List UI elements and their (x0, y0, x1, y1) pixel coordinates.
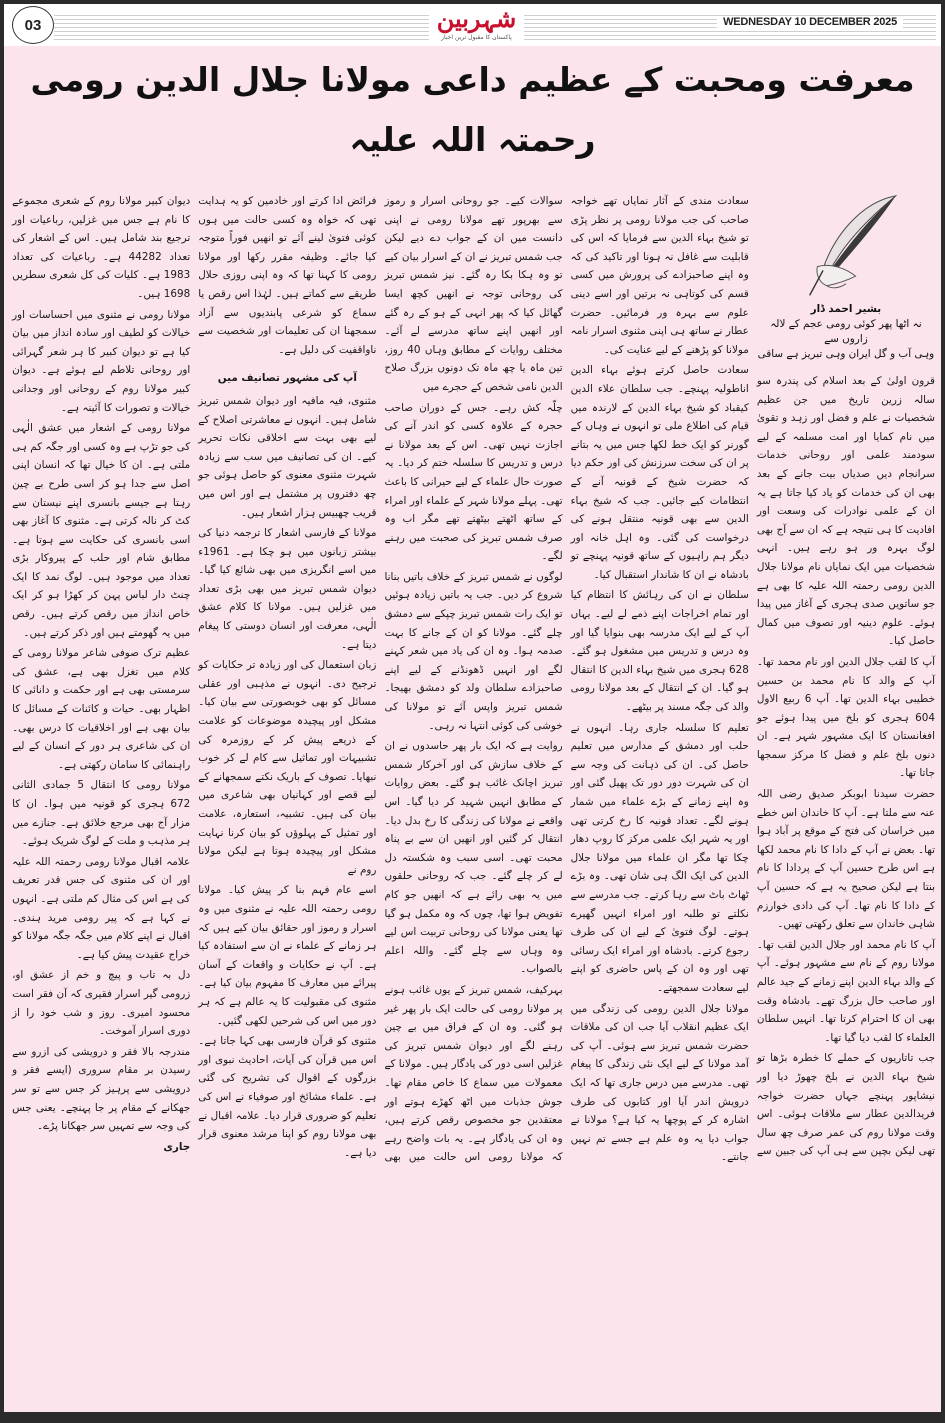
paragraph: دیوان کبیر مولانا روم کے شعری مجموعے کا نام ہے جس میں غزلیں، رباعیات اور ترجیع بند شامل ہیں۔ اس کے اشعار کی تعداد 44282 ہے۔ رباعیات کی تعداد 1983 ہے۔ کلیات کی کل شعری سطریں 1698 ہیں۔ (12, 195, 191, 300)
paragraph: تعلیم کا سلسلہ جاری رہا۔ انہوں نے حلب اور دمشق کے مدارس میں تعلیم حاصل کی۔ ان کی ذہانت کی وجہ سے ان کی شہرت دور دور تک پھیل گئی اور وہ اپنے زمانے کے بڑے علماء میں شمار ہونے لگے۔ تعداد قونیہ کا رخ کرتی تھی اور یہ شہر ایک علمی مرکز کا روپ دھار چکا تھا مگر ان علماء میں مولانا جلال الدین کی ایک الگ ہی شان تھی۔ وہ بڑے ٹھاٹ باٹ سے رہا کرتے۔ جب مدرسے سے نکلتے تو طلبہ اور امراء انہیں گھیرے ہوتے۔ لوگ فتویٰ کے لیے ان کی طرف رجوع کرتے۔ بادشاہ اور امراء ایک رسائی تھی اور وہ ان کے پاس حاضری کو اپنے لیے سعادت سمجھتے۔ (570, 721, 749, 994)
paragraph: سعادت حاصل کرتے ہوئے بہاء الدین اناطولیہ پہنچے۔ جب سلطان علاء الدین کیقباد کو شیخ بہاء الدین کے لارندہ میں قیام کی اطلاع ملی تو انہوں نے وہاں کے گورنر کو ایک خط لکھا جس میں یہ بتانے پر ان کی سخت سرزنش کی اور حکم دیا کہ حضرت شیخ کے قونیہ آنے کے انتظامات کیے جائیں۔ جب کہ شیخ بہاء الدین سے بھی قونیہ منتقل ہونے کی درخواست کی گئی۔ وہ اہل خانہ اور دیگر ہم راہیوں کے ساتھ قونیہ پہنچے تو بادشاہ نے ان کا شاندار استقبال کیا۔ (570, 364, 749, 581)
paragraph: روایت ہے کہ ایک بار پھر حاسدوں نے ان کے خلاف سازش کی اور آخرکار شمس تبریز اچانک غائب ہو گئے۔ بعض روایات کے مطابق انہیں شہید کر دیا گیا۔ اس واقعے نے مولانا کی زندگی کا رخ بدل دیا۔ انتقال کر گئیں اور انھیں ان سے بے پناہ محبت تھی۔ اسی سبب وہ شکستہ دل لے کر چلے گئے۔ جب کہ روحانی حلقوں میں یہ بھی رائے ہے کہ انھیں جو کام تفویض ہوا تھا، چوں کہ وہ مکمل ہو گیا تھا یعنی مولانا کی روحانی تربیت اس لیے وہ وہاں سے چلے گئے۔ واللہ اعلم بالصواب۔ (384, 740, 563, 976)
section-subheading: آپ کی مشہور تصانیف میں (217, 372, 357, 385)
couplet-line-1: نہ اٹھا پھر کوئی رومی عجم کے لالہ زاروں سے (770, 318, 922, 345)
issue-date: WEDNESDAY 10 DECEMBER 2025 (717, 16, 903, 28)
newspaper-page (4, 4, 941, 1412)
paragraph: جب تاتاریوں کے حملے کا خطرہ بڑھا تو شیخ بہاء الدین نے بلخ چھوڑ دیا اور نیشاپور پہنچے جہاں حضرت خواجہ فریدالدین عطار سے ملاقات ہوئی۔ اس وقت مولانا روم کی عمر صرف چھ سال تھی لیکن بچپن سے ہی آپ کی جبین سے سعادت مندی کے آثار نمایاں تھے خواجہ صاحب کی جب مولانا رومی پر نظر پڑی تو شیخ بہاء الدین سے فرمایا کہ اس کی قابلیت سے غافل نہ ہونا اور تاکید کی کہ وہ اپنے صاحبزادے کی پرورش میں کسی قسم کی کوتاہی نہ برتیں اور اسے دینی علوم سے بہرہ ور فرمائیں۔ حضرت عطار نے ساتھ ہی اپنی مثنوی اسرار نامہ مولانا کو پڑھنے کے لیے عنایت کی۔ (570, 195, 935, 1158)
article-title: معرفت ومحبت کے عظیم داعی مولانا جلال الدین رومی رحمتہ اللہ علیہ (30, 60, 915, 159)
paragraph: مولانا کے فارسی اشعار کا ترجمہ دنیا کی بیشتر زبانوں میں ہو چکا ہے۔ 1961ء میں اسے انگریزی میں بھی شائع کیا گیا۔ دیوان شمس تبریز میں بھی بڑی تعداد میں غزلیں ہیں۔ مولانا کا کلام عشق الٰہی، معرفت اور انسان دوستی کا پیغام دیتا ہے۔ (198, 527, 377, 651)
paragraph: مولانا رومی کا انتقال 5 جمادی الثانی 672 ہجری کو قونیہ میں ہوا۔ ان کا مزار آج بھی مرجع خلائق ہے۔ جنازے میں ہر مذہب و ملت کے لوگ شریک ہوئے۔ (12, 779, 191, 848)
paragraph: مندرجہ بالا فقر و درویشی کی ازرو سے رسیدن بر مقام سروری (ایسے فقر و درویشی سے پرہیز کر جس سے تو سر جھکانے کے مقام پر جا پہنچے۔ یعنی جس کی وجہ سے تمہیں سر جھکانا پڑے۔ (12, 1045, 191, 1133)
paragraph: مولانا رومی کے اشعار میں عشق الٰہی کی جو تڑپ ہے وہ کسی اور جگہ کم ہی ملتی ہے۔ ان کا خیال تھا کہ انسان اپنی اصل سے جدا ہو کر اسی طرح بے چین رہتا ہے جیسے بانسری اپنے نیستان سے کٹ کر نالہ کرتی ہے۔ مثنوی کا آغاز بھی اسی بانسری کی حکایت سے ہوتا ہے۔ مطابق شام اور حلب کے پیروکار بڑی تعداد میں موجود ہیں۔ لوگ نمد کا ایک چنٹ دار لباس پہن کر کھڑا ہو کر ایک خاص انداز میں رقص کرتے ہیں۔ رقص میں یہ گھومتے ہیں اور ذکر کرتے ہیں۔ (12, 422, 191, 639)
paragraph: قرون اولیٰ کے بعد اسلام کی پندرہ سو سالہ زرین تاریخ میں جن عظیم شخصیات نے علم و فضل اور زہد و تقویٰ میں نام کمایا اور امت مسلمہ کے لیے سودمند علمی اور روحانی خدمات سرانجام دیں صدیاں بیت جانے کے بعد بھی ان کی خدمات کو یاد کیا جاتا ہے یہ ان کے علمی نوادرات کی وسعت اور افادیت کا ہی نتیجہ ہے کہ ان سے آج بھی لوگ بہرہ ور ہو رہے ہیں۔ انہی شخصیات میں ایک نمایاں نام مولانا جلال الدین رومی رحمتہ اللہ علیہ کا بھی ہے جو ساتویں صدی ہجری کے آغاز میں پیدا ہوئے۔ علوم دینیہ اور تصوف میں کمال حاصل کیا۔ (756, 375, 935, 648)
paragraph: آپ کا لقب جلال الدین اور نام محمد تھا۔ آپ کے والد کا نام محمد بن حسین خطیبی بہاء الدین تھا۔ آپ 6 ربیع الاول 604 ہجری کو بلخ میں پیدا ہوئے جو افغانستان کا ایک مشہور شہر ہے۔ ان دنوں بلخ علم و فضل کا مرکز سمجھا جاتا تھا۔ (756, 655, 936, 780)
author-name: بشیر احمد ڈار (810, 303, 882, 315)
paragraph: مثنوی کو قرآن فارسی بھی کہا جاتا ہے۔ اس میں قرآن کی آیات، احادیث نبوی اور بزرگوں کے اقوال کی تشریح کی گئی ہے۔ علماء مشائخ اور صوفیاء نے اس کی تعلیم کو ضروری قرار دیا۔ علامہ اقبال نے بھی مولانا روم کو اپنا مرشد معنوی قرار دیا ہے۔ (198, 1035, 377, 1159)
paragraph: لوگوں نے شمس تبریز کے خلاف باتیں بنانا شروع کر دیں۔ جب یہ باتیں زیادہ ہوئیں تو ایک رات شمس تبریز چپکے سے دمشق چلے گئے۔ مولانا کو ان کے جانے کا بہت صدمہ ہوا۔ وہ ان کی یاد میں شعر کہنے لگے اور انہیں ڈھونڈنے کے لیے اپنے صاحبزادے سلطان ولد کو دمشق بھیجا۔ شمس تبریز واپس آئے تو مولانا کی خوشی کی کوئی انتہا نہ رہی۔ (384, 570, 563, 732)
paragraph: مولانا جلال الدین رومی کی زندگی میں ایک عظیم انقلاب آیا جب ان کی ملاقات حضرت شمس تبریز سے ہوئی۔ آپ کی آمد مولانا کے لیے ایک نئی زندگی کا پیغام تھی۔ مدرسے میں درس جاری تھا کہ ایک درویش اندر آیا اور کتابوں کی طرف اشارہ کر کے پوچھا یہ کیا ہے؟ مولانا نے جواب دیا یہ وہ علم ہے جسے تم نہیں جانتے۔ (570, 1002, 749, 1164)
paragraph: سلطان نے ان کی رہائش کا انتظام کیا اور تمام اخراجات اپنے ذمے لے لیے۔ یہاں آپ کے لیے ایک مدرسہ بھی بنوایا گیا اور وہ درس و تدریس میں مشغول ہو گئے۔ 628 ہجری میں شیخ بہاء الدین کا انتقال ہو گیا۔ ان کے انتقال کے بعد مولانا رومی والد کی جگہ مسند پر بیٹھے۔ (570, 589, 749, 714)
couplet-line-2: وہی آب و گل ایران وہی تبریز ہے ساقی (757, 348, 935, 360)
paragraph: چلّہ کش رہے۔ جس کے دوران صاحب حجرہ کے علاوہ کسی کو اندر آنے کی اجازت نہیں تھی۔ اس کے بعد مولانا نے درس و تدریس کا سلسلہ ختم کر دیا۔ یہ صورت حال علماء کے لیے حیرانی کا باعث تھی۔ پہلے مولانا شہر کے علماء اور امراء کے ساتھ اٹھتے بیٹھتے تھے مگر اب وہ صرف شمس تبریز کی صحبت میں رہنے لگے۔ (384, 401, 563, 563)
quill-pen-illustration (786, 192, 906, 302)
paragraph: مثنوی، فیہ مافیہ اور دیوان شمس تبریز شامل ہیں۔ انہوں نے معاشرتی اصلاح کے لیے بھی بہت سے اخلاقی نکات تحریر کیے۔ ان کی تصانیف میں سب سے زیادہ شہرت مثنوی معنوی کو حاصل ہوئی جو چھ دفتروں پر مشتمل ہے اور اس میں قریب چھبیس ہزار اشعار ہیں۔ (198, 394, 377, 519)
paragraph: آپ کا نام محمد اور جلال الدین لقب تھا۔ مولانا روم کے نام سے مشہور ہوئے۔ آپ کے والد بہاء الدین اپنے زمانے کے جید عالم اور صاحب حال بزرگ تھے۔ بادشاہ وقت بھی ان کا احترام کرتا تھا۔ انہیں سلطان العلماء کا لقب دیا گیا تھا۔ (756, 938, 935, 1044)
page-number: 03 (12, 6, 54, 44)
paragraph: علامہ اقبال مولانا رومی رحمتہ اللہ علیہ اور ان کی مثنوی کی جس قدر تعریف کی ہے اس کی مثال کم ملتی ہے۔ انہوں نے کہا ہے کہ پیر رومی مرید ہندی۔ اقبال نے اپنے کلام میں جگہ جگہ مولانا کو خراج عقیدت پیش کیا ہے۔ (12, 855, 191, 961)
paragraph: مولانا رومی نے مثنوی میں احساسات اور خیالات کو لطیف اور سادہ انداز میں بیان کیا ہے تو دیوان کبیر کا ہر شعر گہرائی اور روحانی تلاطم لیے ہوئے ہے۔ دیوان کبیر مولانا روم کے روحانی اور وجدانی خیالات و تصورات کا آئینہ ہے۔ (12, 308, 191, 414)
continued-label: جاری (163, 1140, 191, 1153)
paragraph: عظیم ترک صوفی شاعر مولانا رومی کے کلام میں تغزل بھی ہے، عشق کی سرمستی بھی ہے اور حکمت و دانائی کا اظہار بھی۔ حیات و کائنات کے مسائل کا بیان بھی ہے اور اخلاقیات کا درس بھی۔ ان کی شاعری ہر دور کے انسان کے لیے راہنمائی کا سامان رکھتی ہے۔ (12, 647, 191, 771)
paragraph: دل بہ تاب و پیچ و خم از عشق او، زرومی گیر اسرار فقیری کہ آن فقر است محسود امیری۔ روز و شب خود را از دوری اسرار آموخت۔ (12, 969, 191, 1038)
paragraph: حضرت سیدنا ابوبکر صدیق رضی اللہ عنہ سے ملتا ہے۔ آپ کا خاندان اس خطے میں خراسان کی فتح کے موقع پر آباد ہوا تھا۔ بعض نے آپ کے دادا کا نام محمد لکھا ہے اس طرح حسین آپ کے پردادا کا نام بنتا ہے لیکن صحیح یہ ہے کہ حسین آپ کے دادا کا نام تھا۔ آپ کی دادی خوارزم شاہی خاندان سے تعلق رکھتی تھیں۔ (756, 788, 935, 931)
newspaper-logo (429, 4, 524, 46)
paragraph: زبان استعمال کی اور زیادہ تر حکایات کو ترجیح دی۔ انہوں نے مذہبی اور عقلی مسائل کو بھی خوبصورتی سے بیان کیا۔ مشکل اور پیچیدہ موضوعات کو علامت کے ذریعے پیش کر کے روزمرہ کی تشبیہات اور تماثیل سے کام لے کر خوب نبھایا۔ تصوف کے باریک نکتے سمجھانے کے لیے قصے اور کہانیاں بھی شاعری میں بیان کی ہیں۔ تشبیہ، استعارہ، علامت اور تمثیل کے پہلوؤں کو بیان کرنا نہایت مشکل اور پیچیدہ ہوتا ہے لیکن مولانا روم نے (198, 659, 377, 876)
author-block (757, 192, 935, 362)
masthead (4, 4, 941, 46)
paragraph: سوالات کیے۔ جو روحانی اسرار و رموز سے بھرپور تھے مولانا رومی نے اپنی دانست میں ان کے جواب دے دیے لیکن جب شمس تبریز نے ان کے اسرار بیان کیے تو وہ ہکا بکا رہ گئے۔ نیز شمس تبریز کی روحانی توجہ نے انھیں کچھ ایسا گھائل کیا کہ پھر انہی کے ہو کے رہ گئے اور انھیں اپنے ساتھ مدرسے لے آئے۔ مختلف روایات کے مطابق وہاں 40 روز، تین ماہ یا چھ ماہ تک دونوں بزرگ صلاح الدین نامی شخص کے حجرے میں (384, 195, 563, 393)
header-rule-left (54, 12, 429, 40)
logo-text: شہربین (436, 4, 517, 33)
logo-tagline: پاکستان کا مقبول ترین اخبار (441, 34, 512, 41)
paragraph: اسے عام فہم بنا کر پیش کیا۔ مولانا رومی رحمتہ اللہ علیہ نے مثنوی میں وہ اسرار و رموز اور حقائق بیان کیے ہیں کہ ہر زمانے کے علماء نے ان سے استفادہ کیا ہے۔ آپ نے حکایات و واقعات کے آسان پیرائے میں معارف کا مفہوم بیان کیا ہے۔ مثنوی کی مقبولیت کا یہ عالم ہے کہ ہر دور میں اس کی شرحیں لکھی گئیں۔ (198, 884, 377, 1027)
article-body (12, 192, 935, 1167)
paragraph: بہرکیف، شمس تبریز کے یوں غائب ہونے پر مولانا رومی کی حالت ایک بار پھر غیر ہو گئی۔ وہ ان کے فراق میں بے چین رہنے لگے اور دیوان شمس تبریز کی غزلیں اسی دور کی یادگار ہیں۔ مولانا کے معمولات میں سماع کا خاص مقام تھا۔ جوش جذبات میں اٹھ کھڑے ہوتے اور معتقدین جو مخصوص رقص کرتے ہیں، وہ ان کی یادگار ہے۔ یہ بات واضح رہے کہ مولانا رومی اس حالت میں بھی فرائض ادا کرتے اور خادمین کو یہ ہدایت تھی کہ خواہ وہ کسی حالت میں ہوں کوئی فتویٰ لینے آئے تو انھیں فوراً متوجہ کیا جائے۔ وظیفہ مقرر رکھا اور مولانا رومی کا کہنا تھا کہ وہ اپنی روزی حلال طریقے سے کماتے ہیں۔ لہٰذا اس رقص یا سماع کو شرعی پابندیوں سے آزاد سمجھنا ان کی تعلیمات اور شخصیت سے ناواقفیت کی دلیل ہے۔ (198, 195, 563, 1164)
